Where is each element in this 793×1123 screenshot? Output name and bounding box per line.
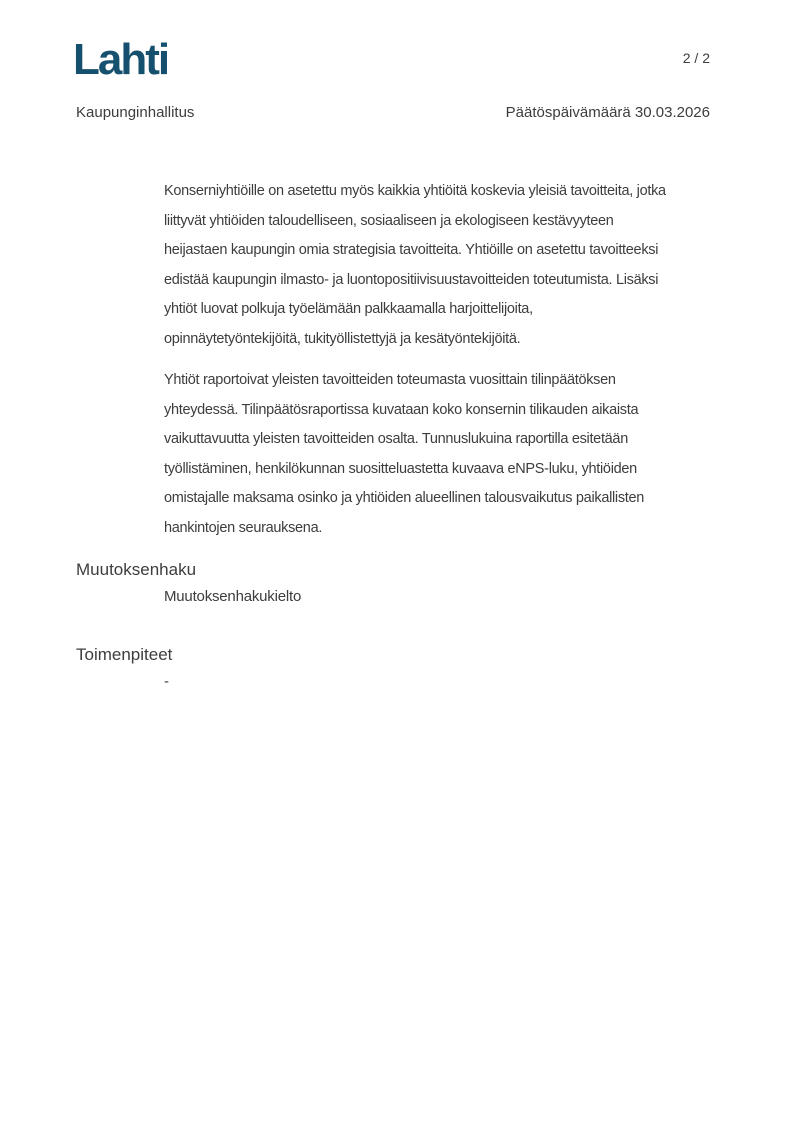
paragraph-line: vaikuttavuutta yleisten tavoitteiden osalta. Tunnuslukuina raportilla esitetään bbox=[164, 431, 628, 447]
paragraph-line: työllistäminen, henkilökunnan suositteluastetta kuvaava eNPS-luku, yhtiöiden bbox=[164, 460, 637, 477]
paragraph-line: liittyvät yhtiöiden taloudelliseen, sosiaaliseen ja ekologiseen kestävyyteen bbox=[164, 212, 614, 229]
paragraph bbox=[164, 177, 724, 354]
paragraph-line: opinnäytetyöntekijöitä, tukityöllistettyjä ja kesätyöntekijöitä. bbox=[164, 330, 521, 347]
section-heading-toimenpiteet: Toimenpiteet bbox=[76, 645, 173, 664]
paragraph-line: omistajalle maksama osinko ja yhtiöiden alueellinen talousvaikutus paikallisten bbox=[164, 490, 645, 506]
paragraph-line: Yhtiöt raportoivat yleisten tavoitteiden toteumasta vuosittain tilinpäätöksen bbox=[164, 372, 616, 388]
page-number: 2 / 2 bbox=[682, 50, 710, 66]
body-text bbox=[164, 177, 724, 555]
section-heading-muutoksenhaku: Muutoksenhaku bbox=[76, 560, 197, 579]
paragraph-line: edistää kaupungin ilmasto- ja luontopositiivisuustavoitteiden toteutumista. Lisäksi bbox=[164, 271, 659, 288]
paragraph-line: Konserniyhtiöille on asetettu myös kaikkia yhtiöitä koskevia yleisiä tavoitteita, jotka bbox=[164, 183, 666, 199]
paragraph-line: hankintojen seurauksena. bbox=[164, 519, 323, 536]
paragraph-line: heijastaen kaupungin omia strategisia tavoitteita. Yhtiöille on asetettu tavoitteeksi bbox=[164, 242, 659, 258]
paragraph-line: yhtiöt luovat polkuja työelämään palkkaamalla harjoittelijoita, bbox=[164, 301, 533, 317]
decision-date bbox=[506, 104, 710, 121]
lahti-logo: Lahti bbox=[73, 35, 169, 84]
decision-date-label: Päätöspäivämäärä bbox=[505, 104, 631, 121]
section-content-toimenpiteet: - bbox=[164, 673, 169, 690]
decision-date-value: 30.03.2026 bbox=[634, 104, 710, 121]
paragraph bbox=[164, 366, 724, 543]
section-content-muutoksenhakukielto: Muutoksenhakukielto bbox=[164, 588, 302, 605]
paragraph-line: yhteydessä. Tilinpäätösraportissa kuvataan koko konsernin tilikauden aikaista bbox=[164, 401, 639, 418]
committee-name: Kaupunginhallitus bbox=[76, 104, 195, 121]
